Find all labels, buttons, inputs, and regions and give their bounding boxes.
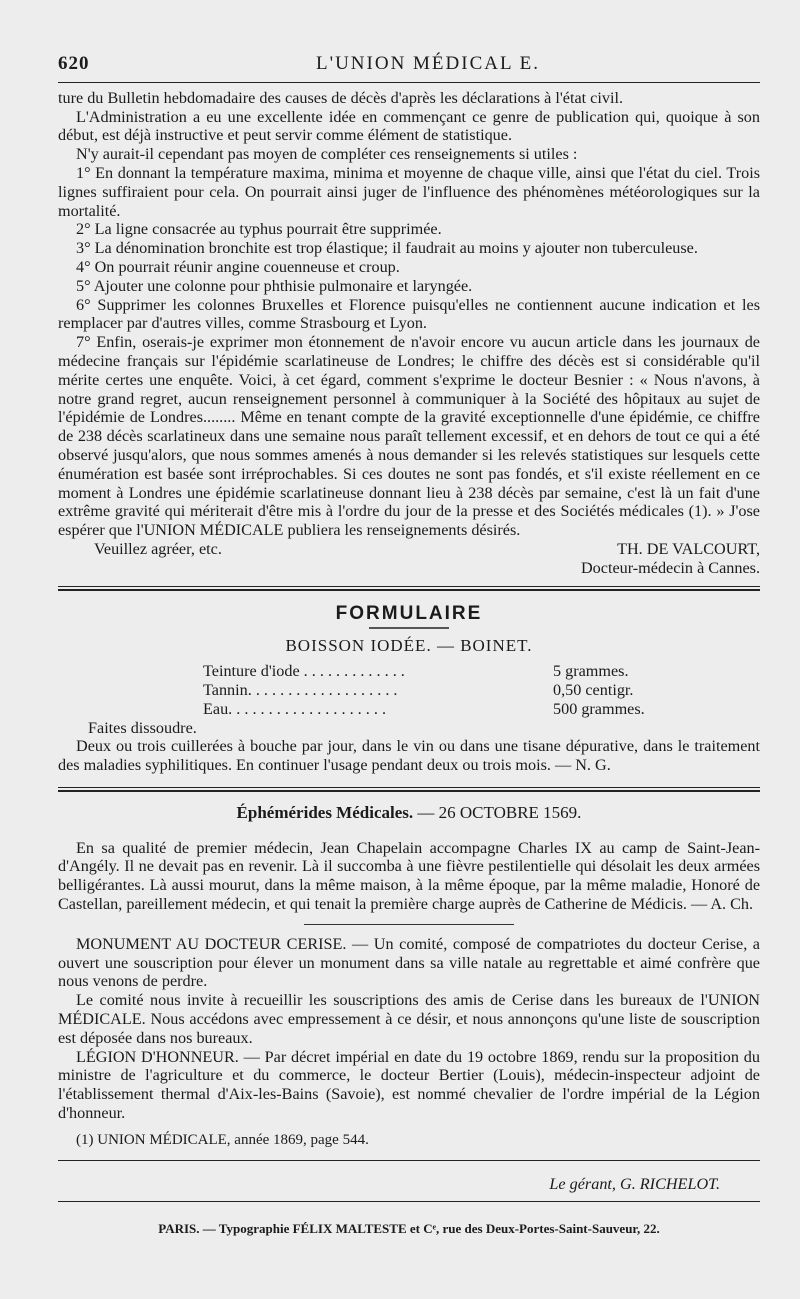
ingredient-list: [203, 662, 693, 718]
ephemerides-heading: [58, 804, 760, 823]
ingredient-qty: 500 grammes.: [553, 699, 645, 718]
ephemerides-text: En sa qualité de premier médecin, Jean Chapelain accompagne Charles IX au camp de Saint-Jean-d'Angély. Il ne devait pas en revenir. Là il succomba à une fièvre pestilentielle qui désolait les deux armées belligérantes. Là aussi mourut, dans la même maison, à la même époque, par la même maladie, Honoré de Castellan, pareillement médecin, et qui tenait la première charge auprès de Catherine de Médicis. — A. Ch.: [58, 838, 760, 914]
ingredient-name: Tannin. . . . . . . . . . . . . . . . . . .: [203, 680, 398, 699]
letter-paragraph: 5° Ajouter une colonne pour phthisie pulmonaire et laryngée.: [76, 276, 473, 295]
letter-paragraph: 6° Supprimer les colonnes Bruxelles et Florence puisqu'elles ne contiennent aucune indication et les remplacer par d'autres villes, comme Strasbourg et Lyon.: [58, 295, 760, 333]
recipe-title: BOISSON IODÉE. — BOINET.: [285, 636, 533, 656]
news-item: MONUMENT AU DOCTEUR CERISE. — Un comité, composé de compatriotes du docteur Cerise, a ouvert une souscription pour élever un monument dans sa ville natale au regrettable et aimé confrère que nous venons de perdre.: [58, 934, 760, 991]
page-header: [58, 55, 760, 74]
letter-paragraph: 7° Enfin, oserais-je exprimer mon étonnement de n'avoir encore vu aucun article dans les journaux de médecine français sur l'épidémie scarlatineuse de Londres; le chiffre des décès est si considérable qu'il mérite certes une enquête. Voici, à cet égard, comment s'exprime le docteur Besnier : « Nous n'avons, à notre grand regret, aucun renseignement personnel à communiquer à la Société des hôpitaux au sujet de l'épidémie de Londres........ Même en tenant compte de la gravité exceptionnelle d'une épidémie, ce chiffre de 238 décès scarlatineux dans une semaine nous paraît tellement excessif, et en dehors de tout ce qui a été observé jusqu'alors, que nous sommes amenés à nous demander si les relevés statistiques sur lesquels cette énumération est basée sont irréprochables. Si ces doutes ne sont pas fondés, et s'il existe réellement en ce moment à Londres une épidémie scarlatineuse donnant lieu à 238 décès par semaine, c'est là un fait d'une extrême gravité qui mériterait d'être mis à l'ordre du jour de la presse et des Sociétés médicales (1). » J'ose espérer que l'UNION MÉDICALE publiera les renseignements désirés.: [58, 333, 760, 540]
news-item: Le comité nous invite à recueillir les souscriptions des amis de Cerise dans les bureaux de l'UNION MÉDICALE. Nous accédons avec empressement à ce désir, et nous annonçons qu'une liste de souscription est déposée dans nos bureaux.: [58, 991, 760, 1047]
letter-paragraph: 4° On pourrait réunir angine couenneuse et croup.: [76, 257, 400, 276]
page-number: 620: [58, 53, 90, 74]
letter-closing: Veuillez agréer, etc.: [94, 539, 222, 558]
letter-paragraph: 3° La dénomination bronchite est trop élastique; il faudrait au moins y ajouter non tuberculeuse.: [76, 239, 698, 258]
ingredient-name: Teinture d'iode . . . . . . . . . . . . .: [203, 662, 405, 681]
signature-name: TH. DE VALCOURT,: [617, 539, 760, 558]
formulaire-heading: [58, 602, 760, 630]
news-item: LÉGION D'HONNEUR. — Par décret impérial en date du 19 octobre 1869, rendu sur la proposition du ministre de l'agriculture et du commerce, le docteur Bertier (Louis), médecin-inspecteur adjoint de l'établissement thermal d'Aix-les-Bains (Savoie), est nommé chevalier de l'ordre impérial de la Légion d'honneur.: [58, 1047, 760, 1123]
formulaire-heading-text: FORMULAIRE: [335, 602, 483, 624]
dissolve-instruction: Faites dissoudre.: [88, 718, 197, 737]
letter-paragraph: N'y aurait-il cependant pas moyen de compléter ces renseignements si utiles :: [76, 145, 578, 164]
footer-rule: [58, 1160, 760, 1161]
ingredient-qty: 0,50 centigr.: [553, 680, 634, 699]
ingredient-row: [203, 681, 693, 700]
letter-paragraph: L'Administration a eu une excellente idée en commençant ce genre de publication qui, quoique à son début, est déjà instructive et peut servir comme élément de statistique.: [58, 107, 760, 145]
letter-body: [58, 89, 760, 578]
dosage-instructions: Deux ou trois cuillerées à bouche par jour, dans le vin ou dans une tisane dépurative, dans le traitement des maladies syphilitiques. En continuer l'usage pendant deux ou trois mois. — N. G.: [58, 737, 760, 775]
ingredient-name: Eau. . . . . . . . . . . . . . . . . . . .: [203, 699, 386, 718]
footnote: (1) UNION MÉDICALE, année 1869, page 544.: [76, 1131, 369, 1148]
letter-signature: [58, 540, 760, 559]
gerant-signature: Le gérant, G. RICHELOT.: [549, 1174, 720, 1193]
section-divider: [58, 586, 760, 591]
short-divider: [304, 924, 514, 925]
journal-title: L'UNION MÉDICAL E.: [316, 53, 540, 74]
ephemerides-date: — 26 OCTOBRE 1569.: [417, 802, 582, 822]
footer-rule: [58, 1201, 760, 1202]
section-divider: [58, 787, 760, 792]
signature-title: Docteur-médecin à Cannes.: [580, 558, 760, 577]
heading-ornament: [369, 627, 449, 629]
printer-imprint: PARIS. — Typographie FÉLIX MALTESTE et Cᵉ, rue des Deux-Portes-Saint-Sauveur, 22.: [158, 1221, 660, 1237]
letter-paragraph: 1° En donnant la température maxima, minima et moyenne de chaque ville, ainsi que l'état du ciel. Trois lignes suffiraient pour cela. On pourrait ainsi juger de l'influence des phénomènes météorologiques sur la mortalité.: [58, 163, 760, 220]
ingredient-row: [203, 700, 693, 719]
ephemerides-title: Éphémérides Médicales.: [236, 802, 414, 822]
ingredient-row: [203, 662, 693, 681]
letter-paragraph: 2° La ligne consacrée au typhus pourrait être supprimée.: [76, 220, 442, 239]
ingredient-qty: 5 grammes.: [553, 662, 629, 681]
letter-paragraph: ture du Bulletin hebdomadaire des causes de décès d'après les déclarations à l'état civil.: [58, 88, 623, 107]
